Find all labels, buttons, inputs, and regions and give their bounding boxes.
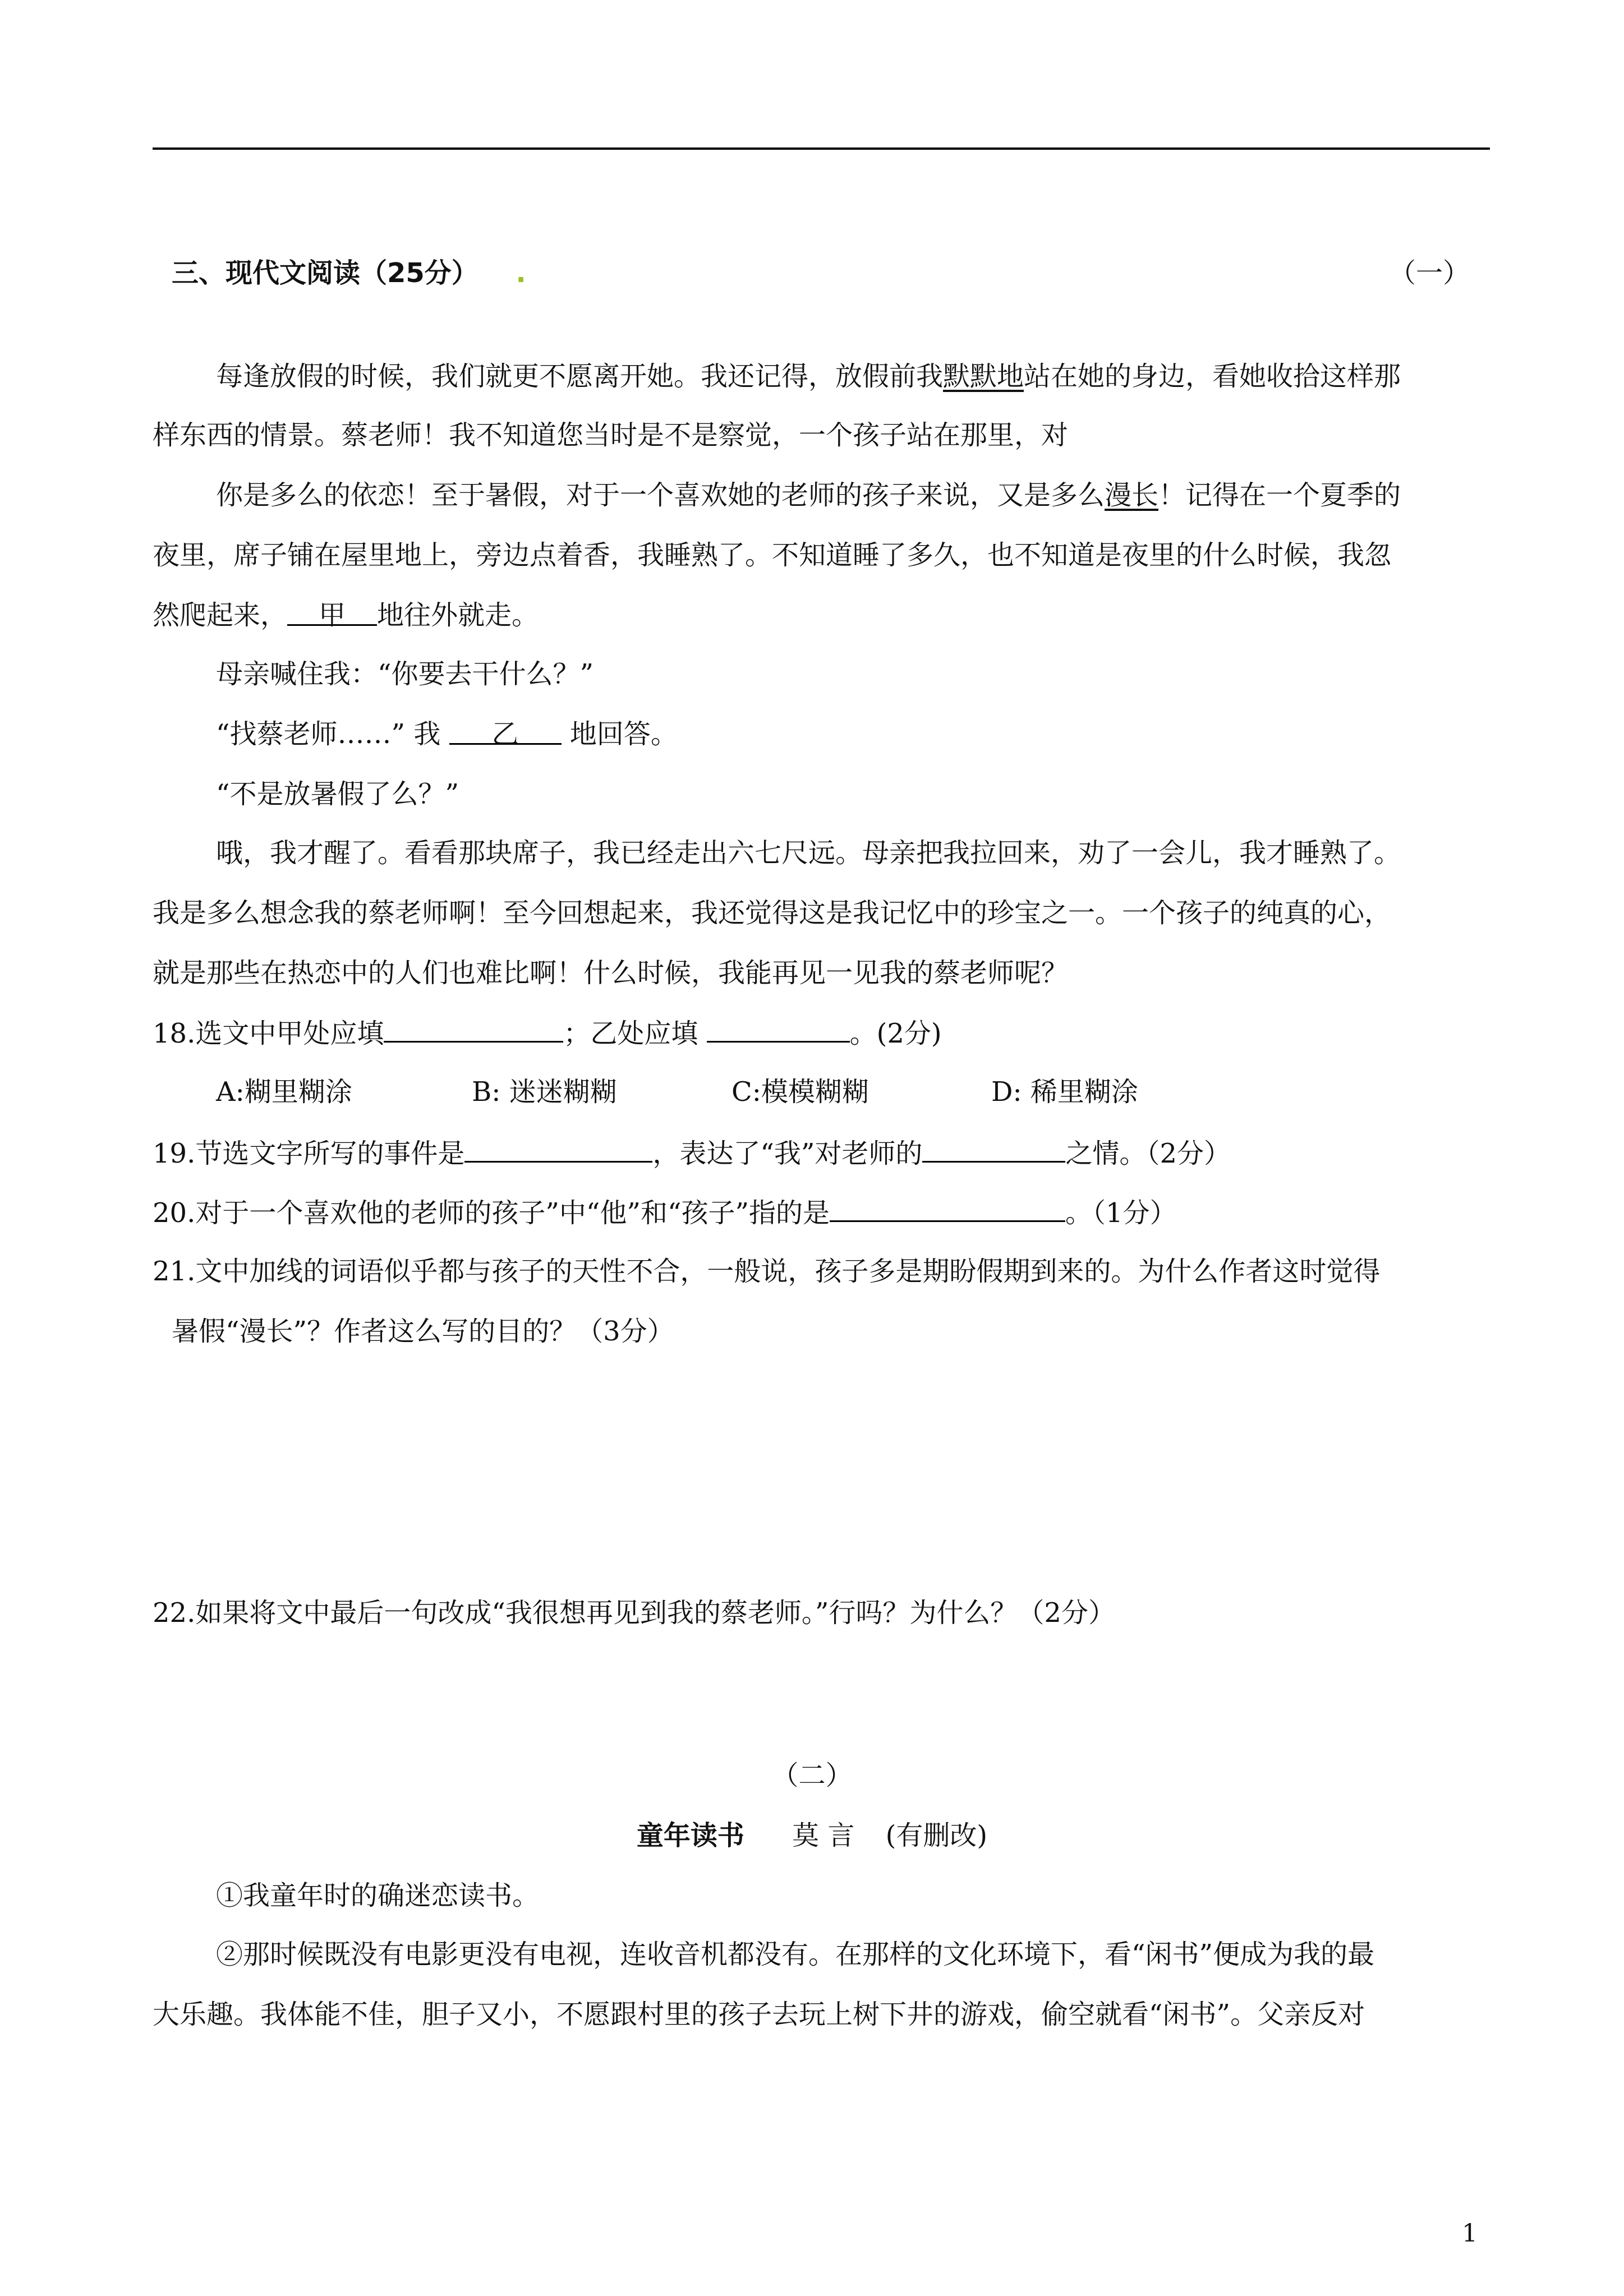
answer-blank <box>830 1195 1065 1222</box>
text-span: 。(2分) <box>849 1018 942 1049</box>
answer-blank <box>922 1135 1065 1163</box>
text-span: 每逢放假的时候，我们就更不愿离开她。我还记得，放假前我 <box>216 361 944 392</box>
blank-yi: 乙 <box>449 717 562 745</box>
q18-option-a: A:糊里糊涂 <box>216 1076 352 1108</box>
answer-blank <box>464 1135 652 1163</box>
passage1-para1-line1 <box>216 359 1401 393</box>
underlined-word-momo: 默默地 <box>943 361 1024 392</box>
page-number: 1 <box>1462 2219 1478 2248</box>
text-span: ；乙处应填 <box>563 1018 698 1049</box>
text-span: 之情。（2分） <box>1065 1138 1231 1169</box>
passage1-para2-line2: 夜里，席子铺在屋里地上，旁边点着香，我睡熟了。不知道睡了多久，也不知道是夜里的什么时候，我忽 <box>153 540 1392 571</box>
text-span: 你是多么的依恋！至于暑假，对于一个喜欢她的老师的孩子来说，又是多么 <box>216 480 1105 511</box>
question-19 <box>153 1135 1231 1170</box>
text-span: “找蔡老师……” 我 <box>216 718 449 750</box>
q18-option-b: B: 迷迷糊糊 <box>472 1076 617 1108</box>
header-rule <box>153 147 1490 150</box>
passage1-para4 <box>216 717 678 751</box>
question-22: 22.如果将文中最后一句改成“我很想再见到我的蔡老师。”行吗？为什么？（2分） <box>153 1597 1115 1629</box>
passage1-para6-line1: 哦，我才醒了。看看那块席子，我已经走出六七尺远。母亲把我拉回来，劝了一会儿，我才睡熟了。 <box>216 837 1401 869</box>
text-span: 。（1分） <box>1065 1197 1177 1229</box>
passage2-author: 莫 言 <box>792 1820 855 1851</box>
passage2-title: 童年读书 <box>636 1820 744 1851</box>
text-span: ！记得在一个夏季的 <box>1158 480 1401 511</box>
passage2-title-line <box>0 1819 1624 1852</box>
question-21-line2: 暑假“漫长”？作者这么写的目的？（3分） <box>172 1316 674 1347</box>
passage1-para2-line1 <box>216 478 1401 512</box>
text-span: 20.对于一个喜欢他的老师的孩子”中“他”和“孩子”指的是 <box>153 1197 830 1229</box>
text-span: 19.节选文字所写的事件是 <box>153 1138 465 1169</box>
passage2-para2-line1: ②那时候既没有电影更没有电视，连收音机都没有。在那样的文化环境下，看“闲书”便成为我的最 <box>216 1939 1375 1970</box>
passage2-para2-line2: 大乐趣。我体能不佳，胆子又小，不愿跟村里的孩子去玩上树下井的游戏，偷空就看“闲书”。父亲反对 <box>153 1999 1365 2030</box>
question-20 <box>153 1195 1177 1230</box>
passage1-para6-line2: 我是多么想念我的蔡老师啊！至今回想起来，我还觉得这是我记忆中的珍宝之一。一个孩子的纯真的心， <box>153 897 1392 929</box>
text-span: 站在她的身边，看她收拾这样那 <box>1024 361 1401 392</box>
text-span: 地回答。 <box>561 718 678 750</box>
section-heading-text: 三、现代文阅读（25分） <box>172 257 479 289</box>
passage2-note: (有删改) <box>885 1820 988 1851</box>
text-span: ，表达了“我”对老师的 <box>652 1138 923 1169</box>
q18-option-d: D: 稀里糊涂 <box>991 1076 1138 1108</box>
section-marker: . <box>516 257 526 289</box>
section-heading <box>172 256 526 290</box>
passage1-para1-line2: 样东西的情景。蔡老师！我不知道您当时是不是察觉，一个孩子站在那里，对 <box>153 419 1069 451</box>
question-18 <box>153 1015 942 1050</box>
answer-blank <box>384 1015 563 1043</box>
q18-option-c: C:模模糊糊 <box>732 1076 869 1108</box>
passage1-para2-line3 <box>153 598 539 632</box>
question-21-line1: 21.文中加线的词语似乎都与孩子的天性不合，一般说，孩子多是期盼假期到来的。为什么作者这时觉得 <box>153 1256 1381 1287</box>
passage1-para6-line3: 就是那些在热恋中的人们也难比啊！什么时候，我能再见一见我的蔡老师呢？ <box>153 957 1069 989</box>
blank-jia: 甲 <box>287 598 377 626</box>
underlined-word-manchang: 漫长 <box>1105 480 1159 511</box>
passage1-para3: 母亲喊住我：“你要去干什么？” <box>216 658 594 690</box>
passage2-para1: ①我童年时的确迷恋读书。 <box>216 1880 540 1911</box>
answer-blank <box>707 1015 850 1043</box>
part-two-label: （二） <box>771 1760 853 1791</box>
passage1-para5: “不是放暑假了么？” <box>216 778 459 810</box>
part-one-label: （一） <box>1389 257 1470 289</box>
text-span: 然爬起来， <box>153 600 288 631</box>
text-span: 18.选文中甲处应填 <box>153 1018 384 1049</box>
text-span: 地往外就走。 <box>377 600 539 631</box>
